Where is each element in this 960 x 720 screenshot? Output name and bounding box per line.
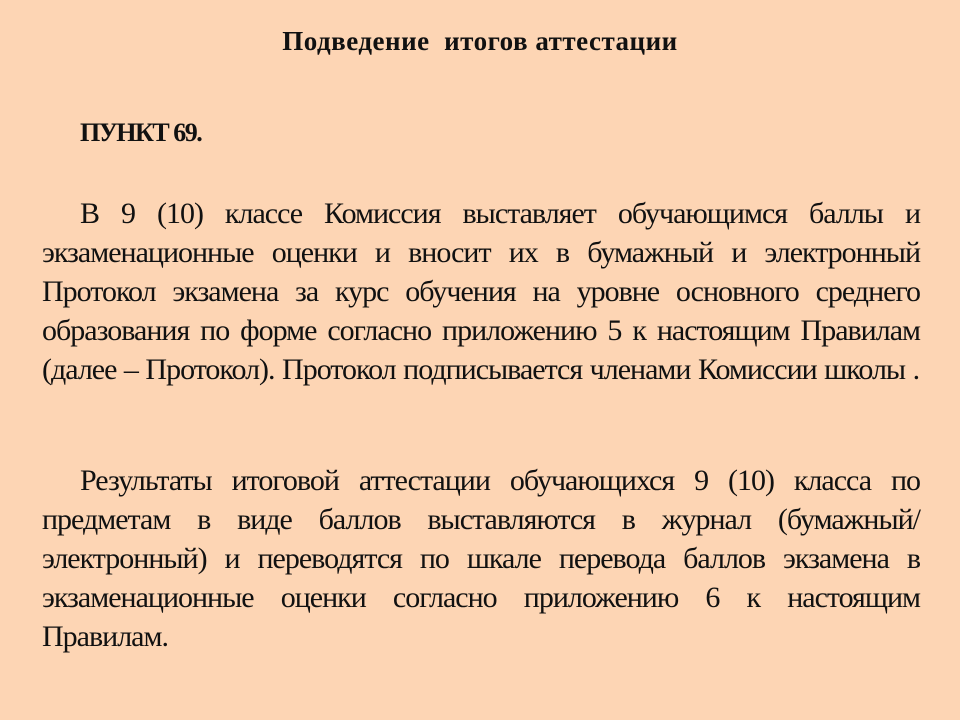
paragraph-results: Результаты итоговой аттестации обучающихся 9 (10) класса по предметам в виде баллов выставляются в журнал (бумажный/электронный) и переводятся по шкале перевода баллов экзамена в экзаменационные оценки согласно приложению 6 к настоящим Правилам.: [42, 464, 920, 653]
slide-title: Подведение итогов аттестации: [282, 26, 678, 56]
paragraph-protocol: В 9 (10) классе Комиссия выставляет обучающимся баллы и экзаменационные оценки и вносит их в бумажный и электронный Протокол экзамена за курс обучения на уровне основного среднего образования по форме согласно приложению 5 к настоящим Правилам (далее – Протокол). Протокол подписывается членами Комиссии школы .: [42, 197, 920, 386]
point-heading: ПУНКТ 69.: [80, 118, 202, 147]
